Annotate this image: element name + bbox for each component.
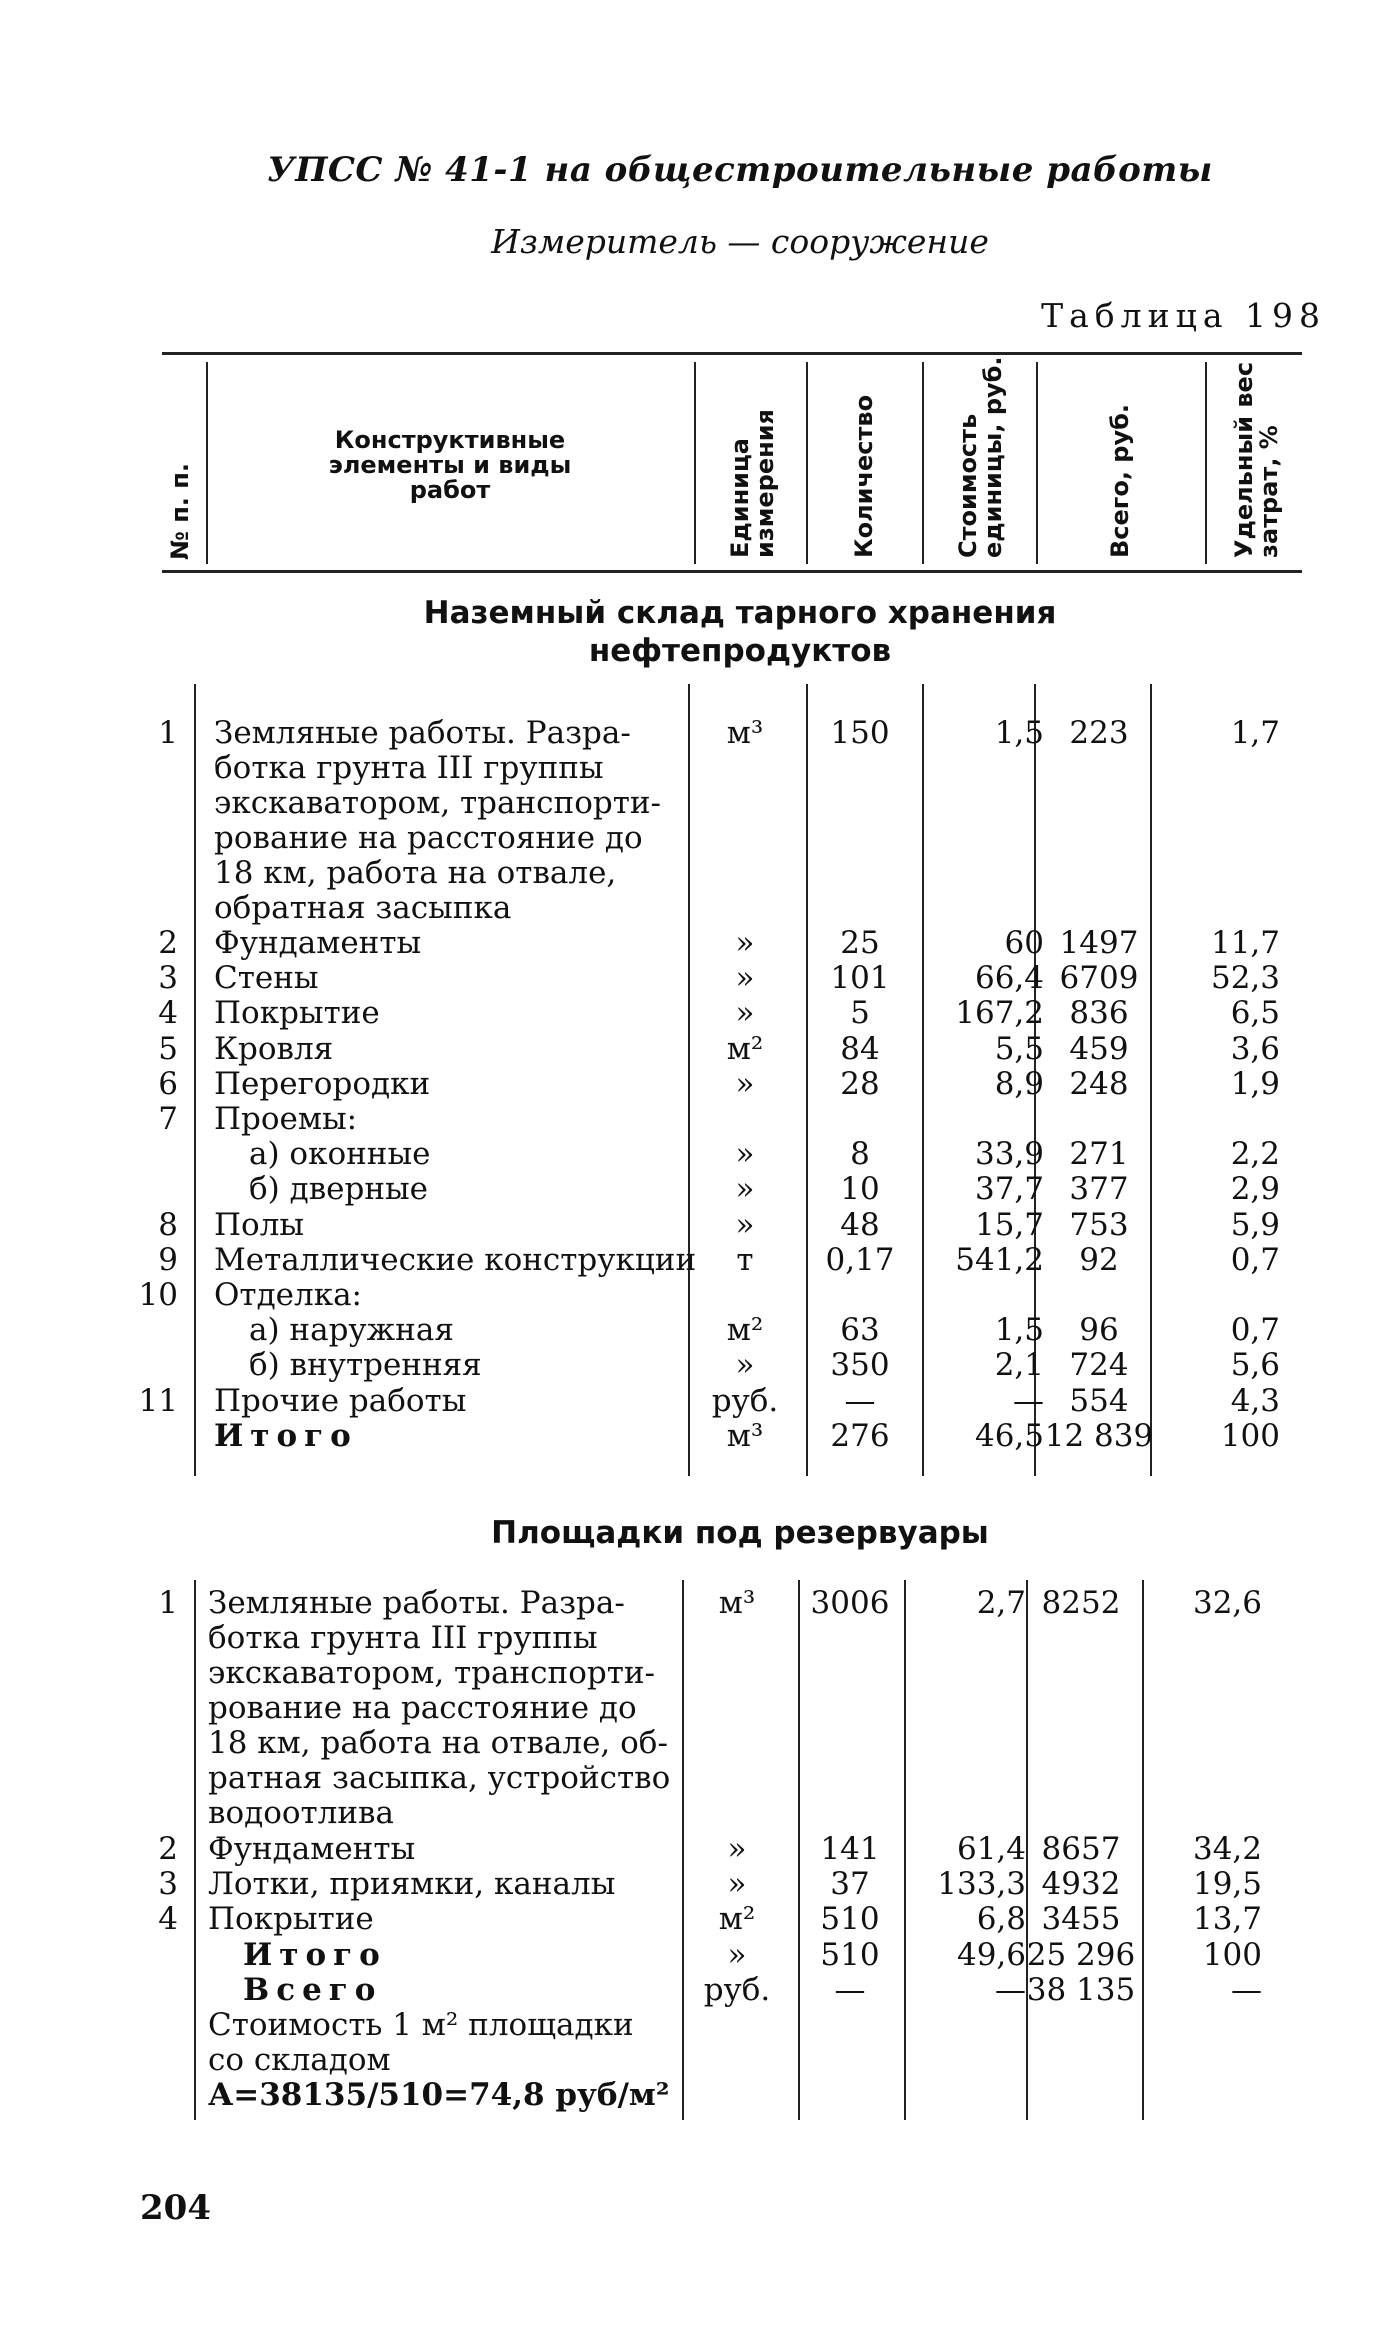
row-share: 2,9: [1230, 1171, 1280, 1208]
document-title: УПСС № 41-1 на общестроительные работы: [267, 150, 1213, 190]
row-unit-price: 33,9: [974, 1136, 1044, 1173]
row-unit-price: 15,7: [974, 1206, 1044, 1243]
row-total: 836: [1069, 995, 1129, 1032]
row-total: 8657: [1041, 1831, 1121, 1867]
row-unit-price: 541,2: [955, 1241, 1044, 1278]
row-description: Кровля: [214, 1030, 334, 1067]
row-unit: м²: [726, 1030, 764, 1067]
row-number: 7: [158, 1101, 178, 1137]
row-total: 1497: [1059, 925, 1139, 961]
row-description: Металлические конструкции: [214, 1241, 697, 1278]
row-unit-price: 37,7: [974, 1171, 1044, 1208]
row-unit-price: 46,5: [974, 1417, 1044, 1454]
row-unit-price: 8,9: [994, 1065, 1044, 1102]
row-unit: »: [727, 1936, 747, 1973]
row-unit-price: —: [995, 1971, 1026, 2008]
row-quantity: 510: [820, 1901, 880, 1938]
row-share: 52,3: [1210, 960, 1280, 997]
column-header-price: Стоимость единицы, руб.: [954, 356, 1007, 558]
row-number: 10: [138, 1277, 178, 1313]
row-number: 11: [138, 1382, 178, 1419]
section-title: Площадки под резервуары: [491, 1515, 989, 1551]
row-total: 554: [1069, 1382, 1129, 1419]
row-total: 96: [1079, 1312, 1119, 1349]
row-unit: »: [735, 995, 755, 1032]
row-quantity: 0,17: [825, 1241, 895, 1278]
row-total: 271: [1069, 1136, 1129, 1173]
row-total: 724: [1069, 1347, 1129, 1384]
row-number: 3: [158, 960, 178, 997]
row-total: 377: [1069, 1171, 1129, 1208]
row-share: 1,9: [1230, 1065, 1280, 1102]
row-unit: м²: [718, 1901, 756, 1938]
row-unit-price: 6,8: [976, 1901, 1026, 1938]
row-description: Покрытие: [208, 1901, 374, 1938]
row-number: 8: [158, 1206, 178, 1243]
row-unit-price: 133,3: [937, 1866, 1026, 1903]
row-share: 0,7: [1230, 1312, 1280, 1349]
row-share: 2,2: [1230, 1136, 1280, 1173]
row-quantity: 276: [830, 1417, 890, 1454]
row-description: Проемы:: [214, 1101, 358, 1137]
row-number: 9: [158, 1241, 178, 1278]
row-description: Стены: [214, 960, 319, 997]
row-description: Отделка:: [214, 1277, 362, 1313]
row-share: —: [1231, 1971, 1262, 2008]
row-quantity: 84: [840, 1030, 880, 1067]
row-description: Полы: [214, 1206, 305, 1243]
cost-note: Стоимость 1 м² площадки со складом А=38135/510=74,8 руб/м²: [208, 2007, 670, 2113]
row-unit: »: [735, 960, 755, 997]
row-unit-price: 61,4: [956, 1831, 1026, 1867]
row-total: 4932: [1041, 1866, 1121, 1903]
column-header-name: Конструктивные элементы и виды работ: [328, 426, 572, 504]
header-divider: [922, 362, 924, 564]
row-total: 25 296: [1026, 1936, 1136, 1973]
row-unit-price: 1,5: [994, 1312, 1044, 1349]
row-quantity: 10: [840, 1171, 880, 1208]
row-unit-price: 60: [1004, 925, 1044, 961]
row-number: 5: [158, 1030, 178, 1067]
row-unit: »: [735, 1206, 755, 1243]
document-subtitle: Измеритель — сооружение: [491, 222, 989, 261]
row-total: 6709: [1059, 960, 1139, 997]
row-total: 38 135: [1026, 1971, 1136, 2008]
row-quantity: 5: [850, 995, 870, 1032]
row-share: 11,7: [1210, 925, 1280, 961]
row-description: а) наружная: [249, 1312, 454, 1349]
row-total: 459: [1069, 1030, 1129, 1067]
document-page: УПСС № 41-1 на общестроительные работы Измеритель — сооружение Таблица 198 № п. п. Конструктивные элементы и виды работ Единица измерения Количество Стоимость единицы, руб. Всего, руб. Удельный вес затрат, % Наземный склад тарного хранения нефтепродуктов 1 м³ 150 1,5 223 1,7 Земляные работы. Разра- ботка грунта III группы экскаватором, транспорти- рование на расстояние до 18 км, работа на отвале, обратная засыпка 2 Фундаменты » 25 60 1497 11,7 3 Стены » 101 66,4 6709 52,3 4 Покрытие » 5 167,2 836 6,5 5 Кровля м² 84 5,5 459 3,6 6 Перегородки » 28 8,9 248 1,9 7 Проемы: а) оконные » 8 33,9 271 2,2 б) дверные » 10 37,7 377 2,9 8 Полы » 48 15,7 753 5,9 9 Металлические конструкции т 0,17 541,2 92 0,7 10 Отделка: а) наружная м² 63 1,5 96 0,7 б) внутренняя » 350 2,1 724 5,6 11 Прочие работы руб. — — 554 4,3 Итого м³ 276 46,5 12 839 100 Площадки под резервуары 1 м³ 3006 2,7 8252 32,6 Земляные работы. Разра- ботка грунта III группы экскаватором, транспорти- рование на расстояние до 18 км, работа на отвале, об- ратная засыпка, устройство водоотлива 2 Фундаменты » 141 61,4 8657 34,2 3 Лотки, приямки, каналы » 37 133,3 4932 19,5 4 Покрытие м² 510 6,8 3455 13,7 Итого » 510 49,6 25 296 100 Всего руб. — — 38 135 — Стоимость 1 м² площадки со складом А=38135/510=74,8 руб/м² 204: [0, 0, 1388, 2327]
row-unit: »: [735, 1065, 755, 1102]
row-description: Земляные работы. Разра- ботка грунта III группы экскаватором, транспорти- рование на расстояние до 18 км, работа на отвале, обратная засыпка: [214, 715, 661, 926]
row-share: 0,7: [1230, 1241, 1280, 1278]
row-description: б) внутренняя: [249, 1347, 482, 1384]
row-description: Фундаменты: [214, 925, 422, 961]
header-divider: [1036, 362, 1038, 564]
row-unit: м²: [726, 1312, 764, 1349]
row-unit: руб.: [703, 1971, 771, 2008]
column-header-share: Удельный вес затрат, %: [1230, 361, 1283, 558]
row-unit: »: [735, 1347, 755, 1384]
row-quantity: 37: [830, 1866, 870, 1903]
row-quantity: 141: [820, 1831, 880, 1867]
row-unit: »: [735, 1171, 755, 1208]
row-share: 5,9: [1230, 1206, 1280, 1243]
row-unit: »: [735, 925, 755, 961]
column-rule: [194, 1580, 196, 2120]
row-description: Перегородки: [214, 1065, 431, 1102]
row-unit: »: [727, 1831, 747, 1867]
row-description: Прочие работы: [214, 1382, 467, 1419]
row-description: а) оконные: [249, 1136, 431, 1173]
row-share: 34,2: [1192, 1831, 1262, 1867]
row-total: 248: [1069, 1065, 1129, 1102]
row-number: 6: [158, 1065, 178, 1102]
row-quantity: 510: [820, 1936, 880, 1973]
row-share: 5,6: [1230, 1347, 1280, 1384]
section-title: Наземный склад тарного хранения нефтепродуктов: [423, 595, 1057, 669]
row-share: 13,7: [1192, 1901, 1262, 1938]
row-total: 92: [1079, 1241, 1119, 1278]
row-unit-price: 49,6: [956, 1936, 1026, 1973]
row-description: Лотки, приямки, каналы: [208, 1866, 616, 1903]
header-divider: [806, 362, 808, 564]
row-share: 19,5: [1192, 1866, 1262, 1903]
row-quantity: 63: [840, 1312, 880, 1349]
row-unit-price: 167,2: [955, 995, 1044, 1032]
header-top-rule: [162, 352, 1302, 355]
row-share: 100: [1202, 1936, 1262, 1973]
row-description: Итого: [243, 1936, 387, 1973]
header-divider: [694, 362, 696, 564]
row-number: 3: [158, 1866, 178, 1903]
row-description: б) дверные: [249, 1171, 429, 1208]
row-total: 12 839: [1044, 1417, 1154, 1454]
row-description: Фундаменты: [208, 1831, 416, 1867]
column-header-qty: Количество: [850, 394, 878, 558]
header-divider: [206, 362, 208, 564]
row-description: Земляные работы. Разра- ботка грунта III группы экскаватором, транспорти- рование на расстояние до 18 км, работа на отвале, об- ратная засыпка, устройство водоотлива: [208, 1585, 671, 1831]
row-quantity: 350: [830, 1347, 890, 1384]
row-number: 2: [158, 1831, 178, 1867]
row-quantity: 8: [850, 1136, 870, 1173]
column-header-unit: Единица измерения: [726, 409, 779, 558]
row-total: 3455: [1041, 1901, 1121, 1938]
row-quantity: 25: [840, 925, 880, 961]
row-unit-price: 2,1: [994, 1347, 1044, 1384]
row-share: 4,3: [1230, 1382, 1280, 1419]
row-unit: руб.: [711, 1382, 779, 1419]
row-unit: »: [735, 1136, 755, 1173]
column-rule: [194, 684, 196, 1476]
column-header-num: № п. п.: [166, 463, 194, 560]
row-description: Покрытие: [214, 995, 380, 1032]
page-number: 204: [140, 2188, 211, 2228]
column-rule: [1142, 1580, 1144, 2120]
row-number: 2: [158, 925, 178, 961]
table-label: Таблица 198: [1041, 296, 1326, 335]
row-unit: »: [727, 1866, 747, 1903]
row-quantity: 48: [840, 1206, 880, 1243]
row-quantity: 101: [830, 960, 890, 997]
column-header-total: Всего, руб.: [1106, 404, 1134, 558]
row-share: 3,6: [1230, 1030, 1280, 1067]
row-quantity: —: [844, 1382, 876, 1419]
row-unit-price: —: [1013, 1382, 1044, 1419]
row-unit-price: 5,5: [994, 1030, 1044, 1067]
row-quantity: 28: [840, 1065, 880, 1102]
row-unit: м³: [726, 1417, 764, 1454]
row-unit-price: 66,4: [974, 960, 1044, 997]
row-number: 4: [158, 1901, 178, 1938]
row-unit: т: [736, 1241, 754, 1278]
row-share: 6,5: [1230, 995, 1280, 1032]
row-share: 100: [1220, 1417, 1280, 1454]
header-divider: [1205, 362, 1207, 564]
row-description: Итого: [214, 1417, 358, 1454]
row-quantity: —: [834, 1971, 866, 2008]
row-total: 753: [1069, 1206, 1129, 1243]
header-bottom-rule: [162, 570, 1302, 573]
row-description: Всего: [243, 1971, 383, 2008]
row-number: 4: [158, 995, 178, 1032]
